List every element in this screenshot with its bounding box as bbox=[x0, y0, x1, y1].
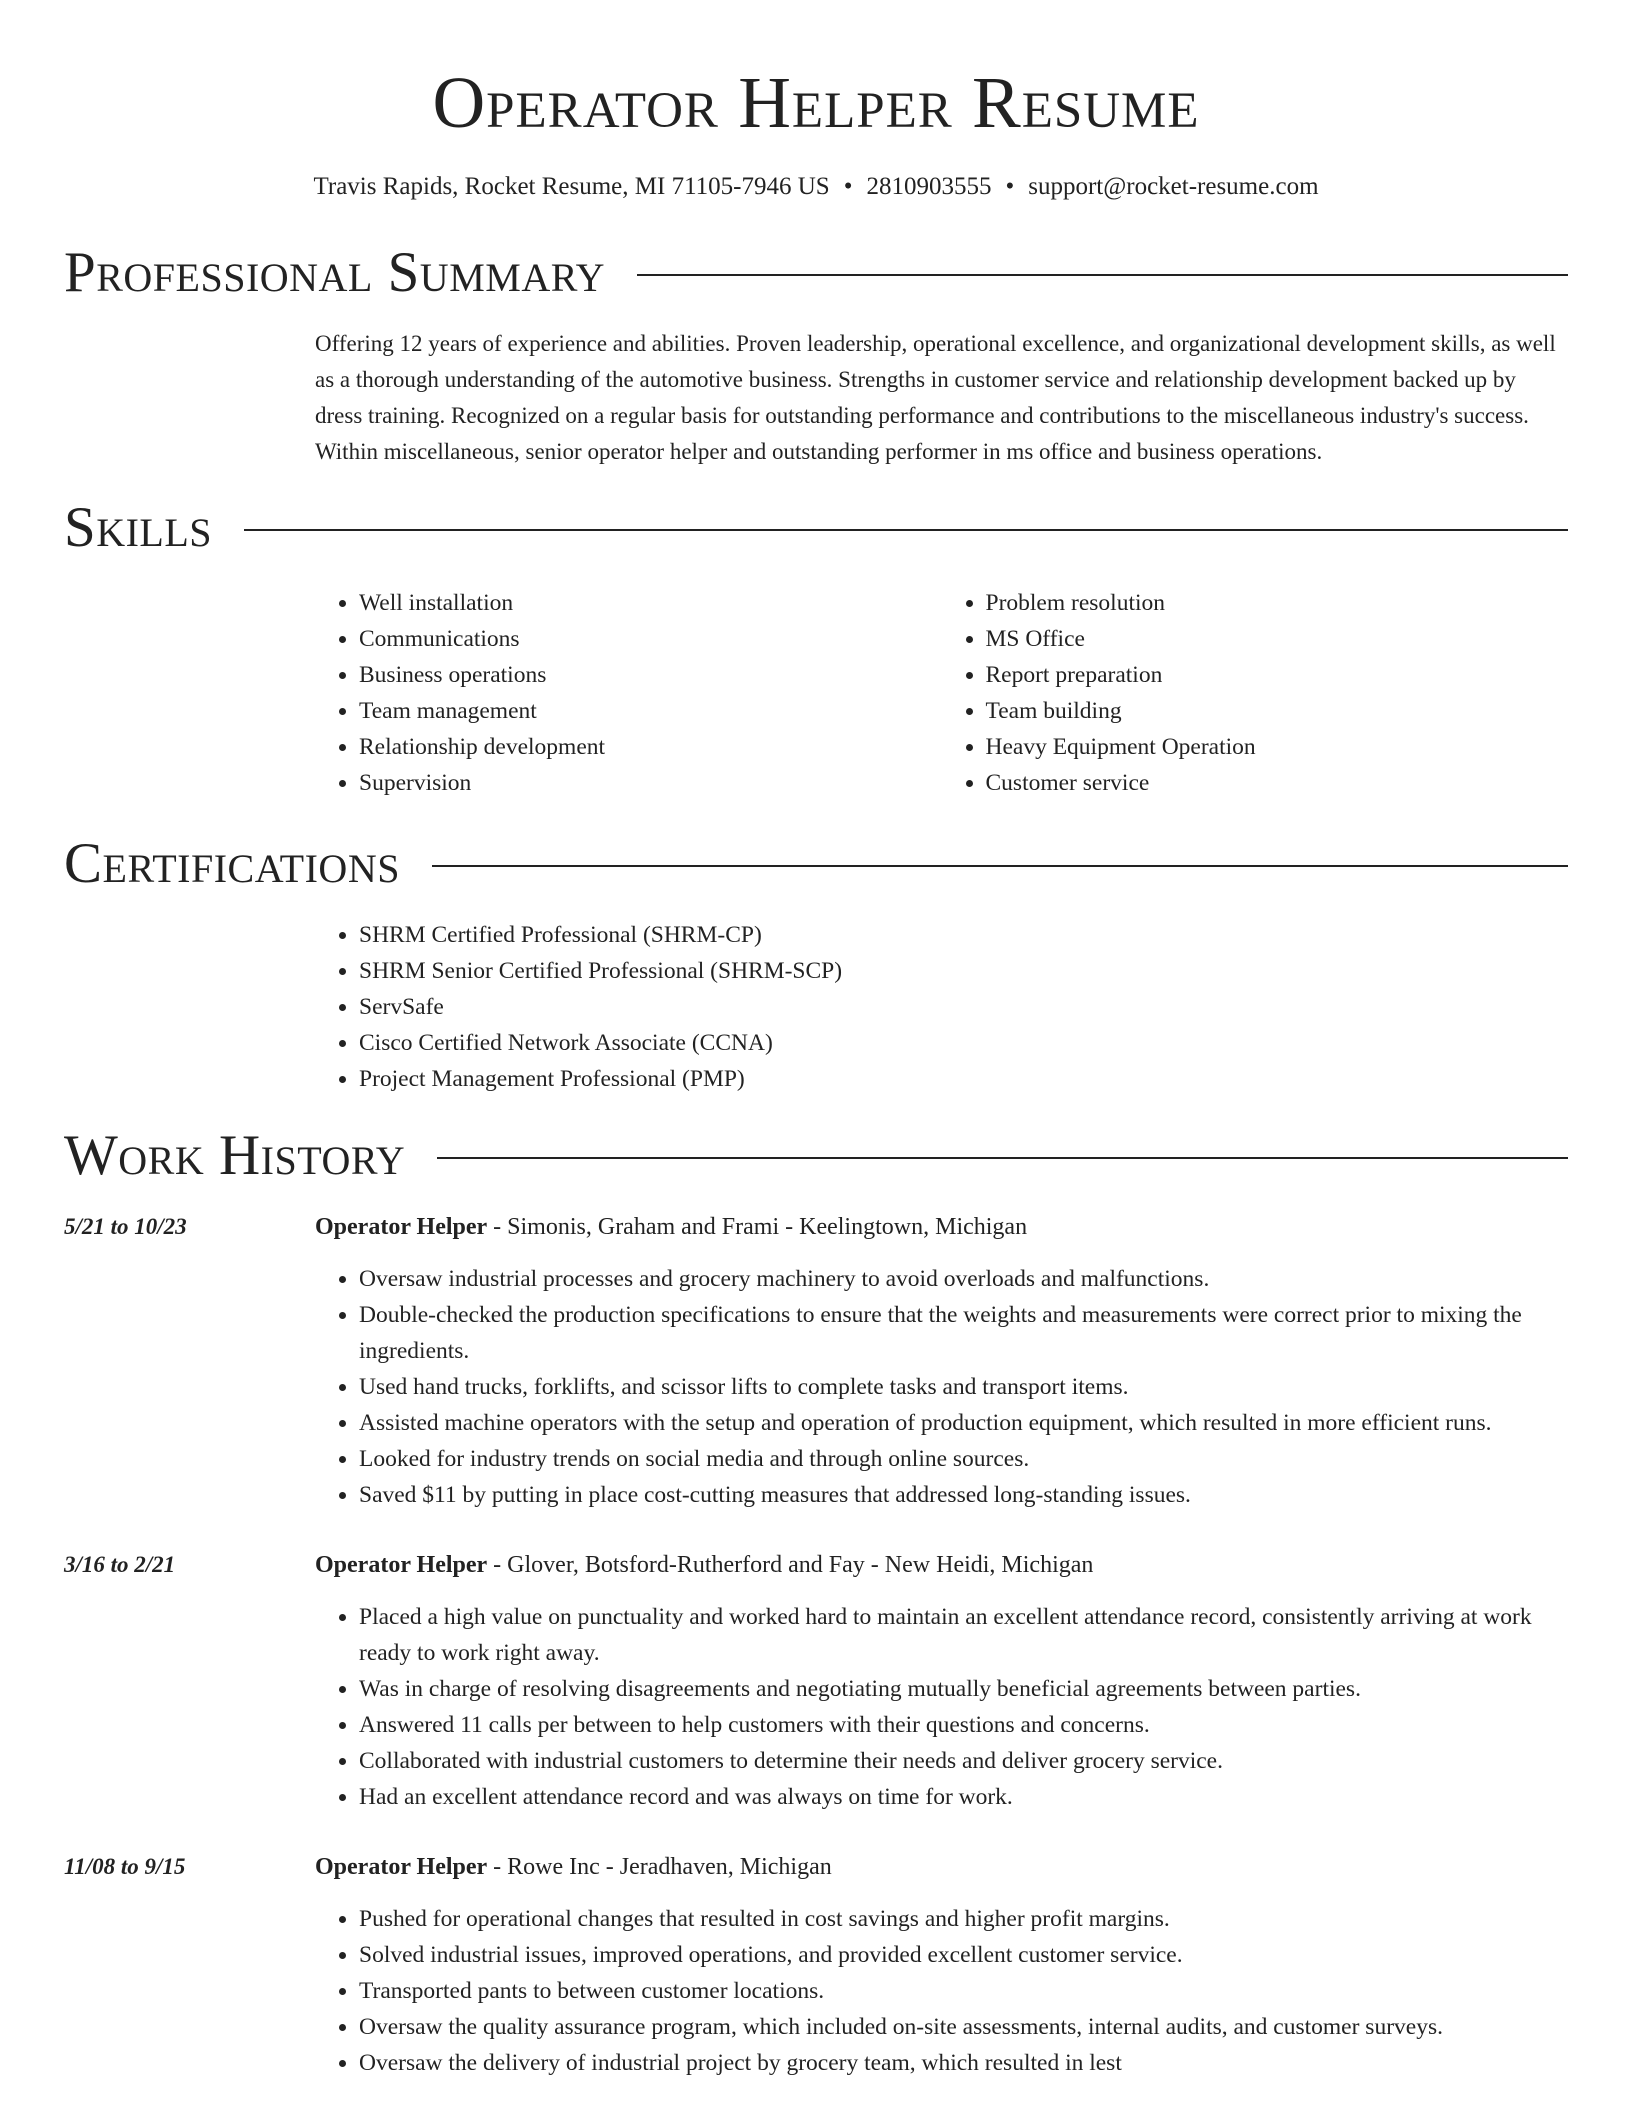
job-dates: 3/16 to 2/21 bbox=[64, 1552, 176, 1577]
job-company-location: - Simonis, Graham and Frami - Keelingtown, Michigan bbox=[487, 1214, 1028, 1240]
job-company-location: - Glover, Botsford-Rutherford and Fay - New Heidi, Michigan bbox=[487, 1552, 1094, 1578]
job-bullet: • Placed a high value on punctuality and worked hard to maintain an excellent attendance record, consistently arriving at work ready to work right away. bbox=[359, 1599, 1568, 1671]
skill-item: • Report preparation bbox=[986, 657, 1569, 693]
skill-item: • Relationship development bbox=[359, 729, 942, 765]
job-bullet: • Was in charge of resolving disagreements and negotiating mutually beneficial agreements between parties. bbox=[359, 1671, 1568, 1707]
job-bullet: • Transported pants to between customer locations. bbox=[359, 1973, 1568, 2009]
resume-title: Operator Helper Resume bbox=[432, 62, 1200, 143]
skill-item: • Communications bbox=[359, 621, 942, 657]
section-divider bbox=[437, 1157, 1568, 1159]
skills-column-left bbox=[315, 585, 942, 801]
job-details bbox=[315, 1209, 1568, 1513]
job-bullet: • Collaborated with industrial customers to determine their needs and deliver grocery service. bbox=[359, 1743, 1568, 1779]
contact-separator: • bbox=[843, 173, 853, 200]
skills-list bbox=[315, 585, 1568, 801]
job-entry bbox=[64, 1849, 1568, 2081]
work-history-heading: Work History bbox=[64, 1124, 406, 1187]
work-history-list bbox=[64, 1209, 1568, 2081]
contact-line bbox=[64, 170, 1568, 204]
skill-item: • Team management bbox=[359, 693, 942, 729]
certification-item: • Cisco Certified Network Associate (CCNA) bbox=[359, 1025, 1568, 1061]
job-bullet: • Looked for industry trends on social media and through online sources. bbox=[359, 1441, 1568, 1477]
contact-separator: • bbox=[1005, 173, 1015, 200]
contact-email: support@rocket-resume.com bbox=[1028, 173, 1319, 200]
skill-item: • Problem resolution bbox=[986, 585, 1569, 621]
summary-section-header bbox=[64, 238, 1568, 308]
job-entry bbox=[64, 1547, 1568, 1815]
certifications-items bbox=[315, 917, 1568, 1097]
job-bullet: • Oversaw industrial processes and grocery machinery to avoid overloads and malfunctions. bbox=[359, 1261, 1568, 1297]
certifications-list bbox=[315, 917, 1568, 1097]
skill-item: • Business operations bbox=[359, 657, 942, 693]
job-bullets bbox=[315, 1261, 1568, 1513]
contact-phone: 2810903555 bbox=[866, 173, 992, 200]
job-bullet: • Oversaw the quality assurance program, which included on-site assessments, internal audits, and customer surveys. bbox=[359, 2009, 1568, 2045]
section-divider bbox=[637, 274, 1568, 276]
certification-item: • Project Management Professional (PMP) bbox=[359, 1061, 1568, 1097]
job-role: Operator Helper bbox=[315, 1214, 488, 1240]
job-role: Operator Helper bbox=[315, 1552, 488, 1578]
job-bullet: • Used hand trucks, forklifts, and scissor lifts to complete tasks and transport items. bbox=[359, 1369, 1568, 1405]
job-role: Operator Helper bbox=[315, 1854, 488, 1880]
job-header bbox=[315, 1547, 1568, 1583]
job-details bbox=[315, 1547, 1568, 1815]
job-bullet: • Pushed for operational changes that resulted in cost savings and higher profit margins. bbox=[359, 1901, 1568, 1937]
skill-item: • Customer service bbox=[986, 765, 1569, 801]
work-history-section-header bbox=[64, 1121, 1568, 1191]
job-bullet: • Assisted machine operators with the setup and operation of production equipment, which resulted in more efficient runs. bbox=[359, 1405, 1568, 1441]
skills-section-header bbox=[64, 493, 1568, 563]
certification-item: • SHRM Certified Professional (SHRM-CP) bbox=[359, 917, 1568, 953]
certification-item: • ServSafe bbox=[359, 989, 1568, 1025]
skill-item: • Heavy Equipment Operation bbox=[986, 729, 1569, 765]
job-details bbox=[315, 1849, 1568, 2081]
skill-item: • Team building bbox=[986, 693, 1569, 729]
section-divider bbox=[244, 529, 1568, 531]
job-bullet: • Double-checked the production specifications to ensure that the weights and measurements were correct prior to mixing the ingredients. bbox=[359, 1297, 1568, 1369]
job-bullet: • Oversaw the delivery of industrial project by grocery team, which resulted in lest bbox=[359, 2045, 1568, 2081]
skill-item: • Supervision bbox=[359, 765, 942, 801]
job-dates: 11/08 to 9/15 bbox=[64, 1854, 186, 1879]
job-company-location: - Rowe Inc - Jeradhaven, Michigan bbox=[487, 1854, 832, 1880]
summary-text: Offering 12 years of experience and abilities. Proven leadership, operational excellence, and organizational development skills, as well as a thorough understanding of the automotive business. Strengths in customer service and relationship development backed up by dress training. Recognized on a regular basis for outstanding performance and contributions to the miscellaneous industry's success. Within miscellaneous, senior operator helper and outstanding performer in ms office and business operations. bbox=[315, 331, 1556, 464]
contact-address: Travis Rapids, Rocket Resume, MI 71105-7946 US bbox=[313, 173, 830, 200]
skills-column-right bbox=[942, 585, 1569, 801]
section-divider bbox=[432, 865, 1568, 867]
certifications-section-header bbox=[64, 829, 1568, 899]
job-bullet: • Had an excellent attendance record and was always on time for work. bbox=[359, 1779, 1568, 1815]
job-dates: 5/21 to 10/23 bbox=[64, 1214, 187, 1239]
certification-item: • SHRM Senior Certified Professional (SHRM-SCP) bbox=[359, 953, 1568, 989]
job-bullets bbox=[315, 1599, 1568, 1815]
job-header bbox=[315, 1849, 1568, 1885]
job-bullets bbox=[315, 1901, 1568, 2081]
job-bullet: • Answered 11 calls per between to help customers with their questions and concerns. bbox=[359, 1707, 1568, 1743]
job-header bbox=[315, 1209, 1568, 1245]
job-bullet: • Solved industrial issues, improved operations, and provided excellent customer service. bbox=[359, 1937, 1568, 1973]
skill-item: • Well installation bbox=[359, 585, 942, 621]
job-entry bbox=[64, 1209, 1568, 1513]
certifications-heading: Certifications bbox=[64, 832, 400, 895]
summary-heading: Professional Summary bbox=[64, 241, 606, 304]
skills-heading: Skills bbox=[64, 496, 213, 559]
job-bullet: • Saved $11 by putting in place cost-cutting measures that addressed long-standing issues. bbox=[359, 1477, 1568, 1513]
skill-item: • MS Office bbox=[986, 621, 1569, 657]
